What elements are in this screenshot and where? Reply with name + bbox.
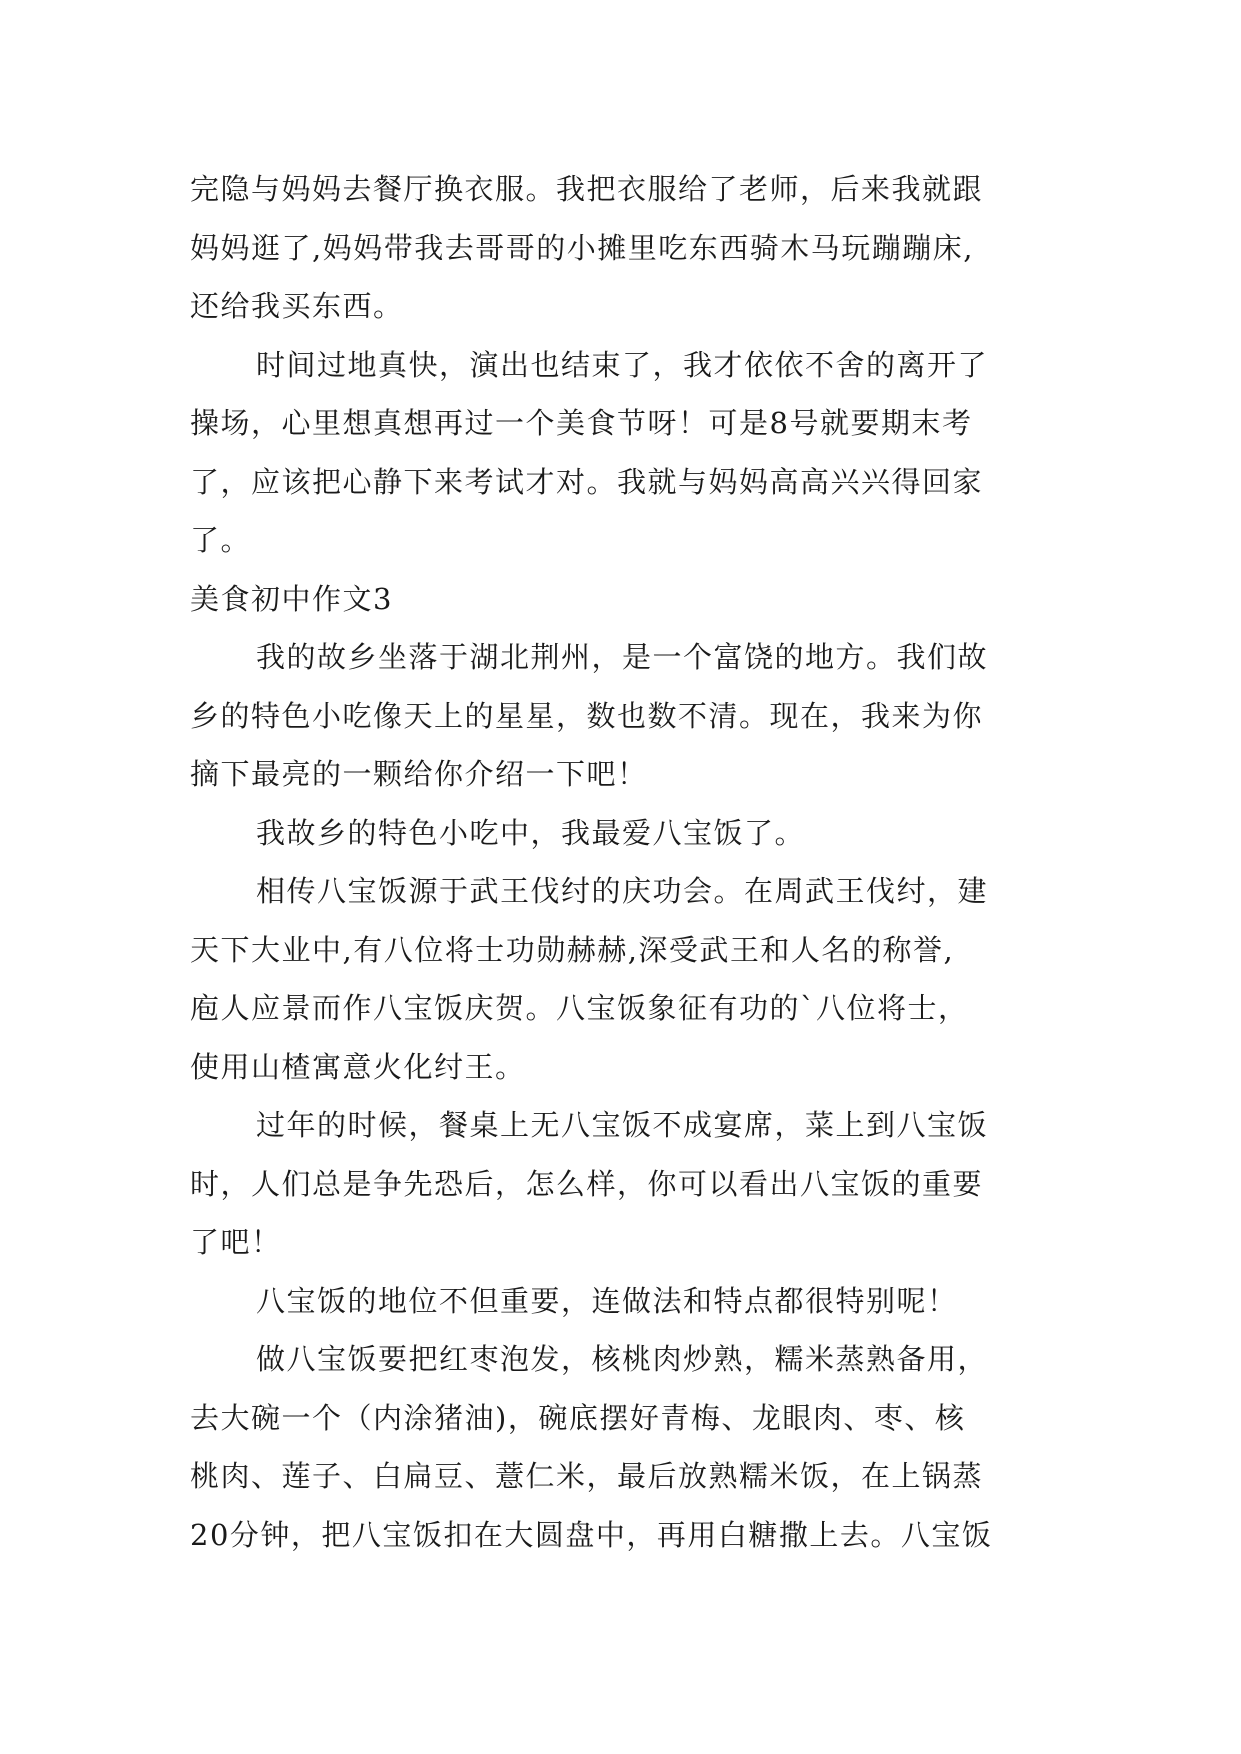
- text-line: 完隐与妈妈去餐厅换衣服。我把衣服给了老师，后来我就跟: [190, 172, 984, 206]
- paragraph-start-line: 我的故乡坐落于湖北荆州，是一个富饶的地方。我们故: [256, 640, 989, 674]
- text-line: 桃肉、莲子、白扁豆、薏仁米，最后放熟糯米饭，在上锅蒸: [190, 1459, 984, 1493]
- text-line: 还给我买东西。: [190, 289, 404, 323]
- paragraph-start-line: 做八宝饭要把红枣泡发，核桃肉炒熟，糯米蒸熟备用，: [256, 1342, 989, 1376]
- text-line: 使用山楂寓意火化纣王。: [190, 1049, 526, 1084]
- text-line: 时，人们总是争先恐后，怎么样，你可以看出八宝饭的重要: [190, 1166, 984, 1201]
- text-line: 摘下最亮的一颗给你介绍一下吧！: [190, 757, 648, 791]
- section-heading: 美食初中作文3: [190, 581, 393, 616]
- paragraph-start-line: 过年的时候，餐桌上无八宝饭不成宴席，菜上到八宝饭: [256, 1108, 989, 1142]
- text-line: 了。: [190, 523, 252, 557]
- text-line: 去大碗一个（内涂猪油)，碗底摆好青梅、龙眼肉、枣、核: [190, 1400, 966, 1435]
- document-body: [190, 160, 1070, 1564]
- text-line: 操场，心里想真想再过一个美食节呀！可是8号就要期末考: [190, 406, 973, 440]
- text-line: 了吧！: [190, 1225, 282, 1259]
- paragraph-start-line: 时间过地真快，演出也结束了，我才依依不舍的离开了: [256, 347, 989, 382]
- paragraph-start-line: 我故乡的特色小吃中，我最爱八宝饭了。: [256, 815, 806, 850]
- text-line: 20分钟，把八宝饭扣在大圆盘中，再用白糖撒上去。八宝饭: [190, 1517, 993, 1552]
- text-line: 乡的特色小吃像天上的星星，数也数不清。现在，我来为你: [190, 698, 984, 733]
- text-line: 了，应该把心静下来考试才对。我就与妈妈高高兴兴得回家: [190, 464, 984, 499]
- text-line: 天下大业中,有八位将士功勋赫赫,深受武王和人名的称誉,: [190, 932, 955, 967]
- text-line: 庖人应景而作八宝饭庆贺。八宝饭象征有功的`八位将士，: [190, 991, 969, 1025]
- text-line: 妈妈逛了,妈妈带我去哥哥的小摊里吃东西骑木马玩蹦蹦床,: [190, 230, 974, 265]
- paragraph-start-line: 相传八宝饭源于武王伐纣的庆功会。在周武王伐纣，建: [256, 874, 989, 908]
- paragraph-start-line: 八宝饭的地位不但重要，连做法和特点都很特别呢！: [256, 1283, 958, 1318]
